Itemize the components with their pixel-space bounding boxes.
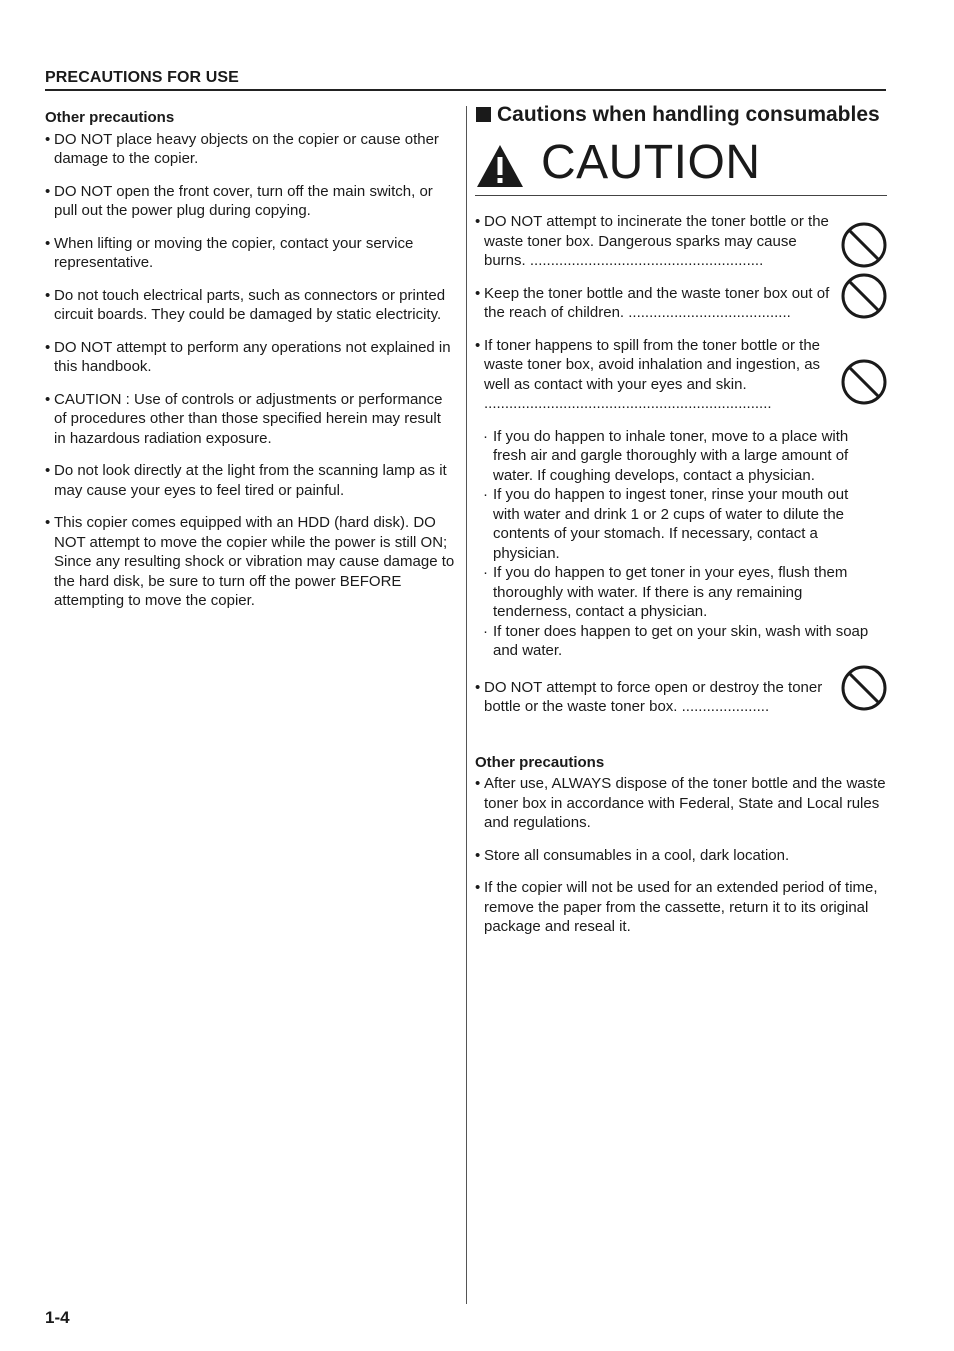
- prohibition-icon: [841, 665, 887, 711]
- left-item: • When lifting or moving the copier, contact your service representative.: [45, 234, 455, 273]
- left-item: • Do not look directly at the light from the scanning lamp as it may cause your eyes to feel tired or painful.: [45, 461, 455, 500]
- prohibition-icon: [841, 222, 887, 268]
- first-aid-item: · If toner does happen to get on your skin, wash with soap and water.: [475, 622, 875, 661]
- caution-text: • DO NOT attempt to force open or destroy the toner bottle or the waste toner box. .....................: [475, 678, 832, 717]
- caution-item: [475, 336, 887, 414]
- page-number: 1-4: [45, 1308, 70, 1327]
- page-header: [45, 69, 886, 91]
- left-item: • DO NOT attempt to perform any operations not explained in this handbook.: [45, 338, 455, 377]
- prohibition-icon: [841, 359, 887, 405]
- prohibition-icon: [841, 273, 887, 319]
- caution-text: • If toner happens to spill from the toner bottle or the waste toner box, avoid inhalation and ingestion, as well as contact with your eyes and skin. .....................................................................: [475, 336, 832, 414]
- caution-item: [475, 212, 887, 271]
- caution-text: • Keep the toner bottle and the waste toner box out of the reach of children. .......................................: [475, 284, 832, 323]
- section-title: Cautions when handling consumables: [497, 103, 880, 126]
- caution-item: [475, 284, 887, 323]
- first-aid-item: · If you do happen to inhale toner, move to a place with fresh air and gargle thoroughly with a large amount of water. If coughing develops, contact a physician.: [475, 427, 875, 486]
- square-bullet-icon: [476, 107, 491, 122]
- header-title: PRECAUTIONS FOR USE: [45, 69, 239, 86]
- left-column: [45, 108, 455, 611]
- toner-first-aid-list: [475, 427, 887, 661]
- left-item: • DO NOT place heavy objects on the copier or cause other damage to the copier.: [45, 130, 455, 169]
- other-item: • Store all consumables in a cool, dark location.: [475, 846, 887, 866]
- section-heading: [475, 102, 887, 128]
- caution-item: [475, 678, 887, 717]
- right-subhead: Other precautions: [475, 753, 605, 771]
- right-column: [475, 102, 887, 937]
- caution-text: • DO NOT attempt to incinerate the toner bottle or the waste toner box. Dangerous sparks may cause burns. ........................................................: [475, 212, 832, 271]
- first-aid-item: · If you do happen to ingest toner, rinse your mouth out with water and drink 1 or 2 cups of water to dilute the contents of your stomach. If necessary, contact a physician.: [475, 485, 875, 563]
- other-item: • After use, ALWAYS dispose of the toner bottle and the waste toner box in accordance with Federal, State and Local rules and regulations.: [475, 774, 887, 833]
- first-aid-item: · If you do happen to get toner in your eyes, flush them thoroughly with water. If there is any remaining tenderness, contact a physician.: [475, 563, 875, 622]
- left-item: • CAUTION : Use of controls or adjustments or performance of procedures other than those specified herein may result in hazardous radiation exposure.: [45, 390, 455, 449]
- caution-banner: [475, 136, 887, 196]
- left-item: • This copier comes equipped with an HDD (hard disk). DO NOT attempt to move the copier while the power is still ON; Since any resulting shock or vibration may cause damage to the hard disk, be sure to turn off the power BEFORE attempting to move the copier.: [45, 513, 455, 611]
- warning-triangle-icon: [475, 143, 525, 189]
- other-item: • If the copier will not be used for an extended period of time, remove the paper from the cassette, return it to its original package and reseal it.: [475, 878, 887, 937]
- left-item: • Do not touch electrical parts, such as connectors or printed circuit boards. They could be damaged by static electricity.: [45, 286, 455, 325]
- caution-heading: CAUTION: [541, 136, 761, 189]
- column-divider: [466, 106, 467, 1304]
- left-subhead: Other precautions: [45, 109, 175, 126]
- left-item: • DO NOT open the front cover, turn off the main switch, or pull out the power plug during copying.: [45, 182, 455, 221]
